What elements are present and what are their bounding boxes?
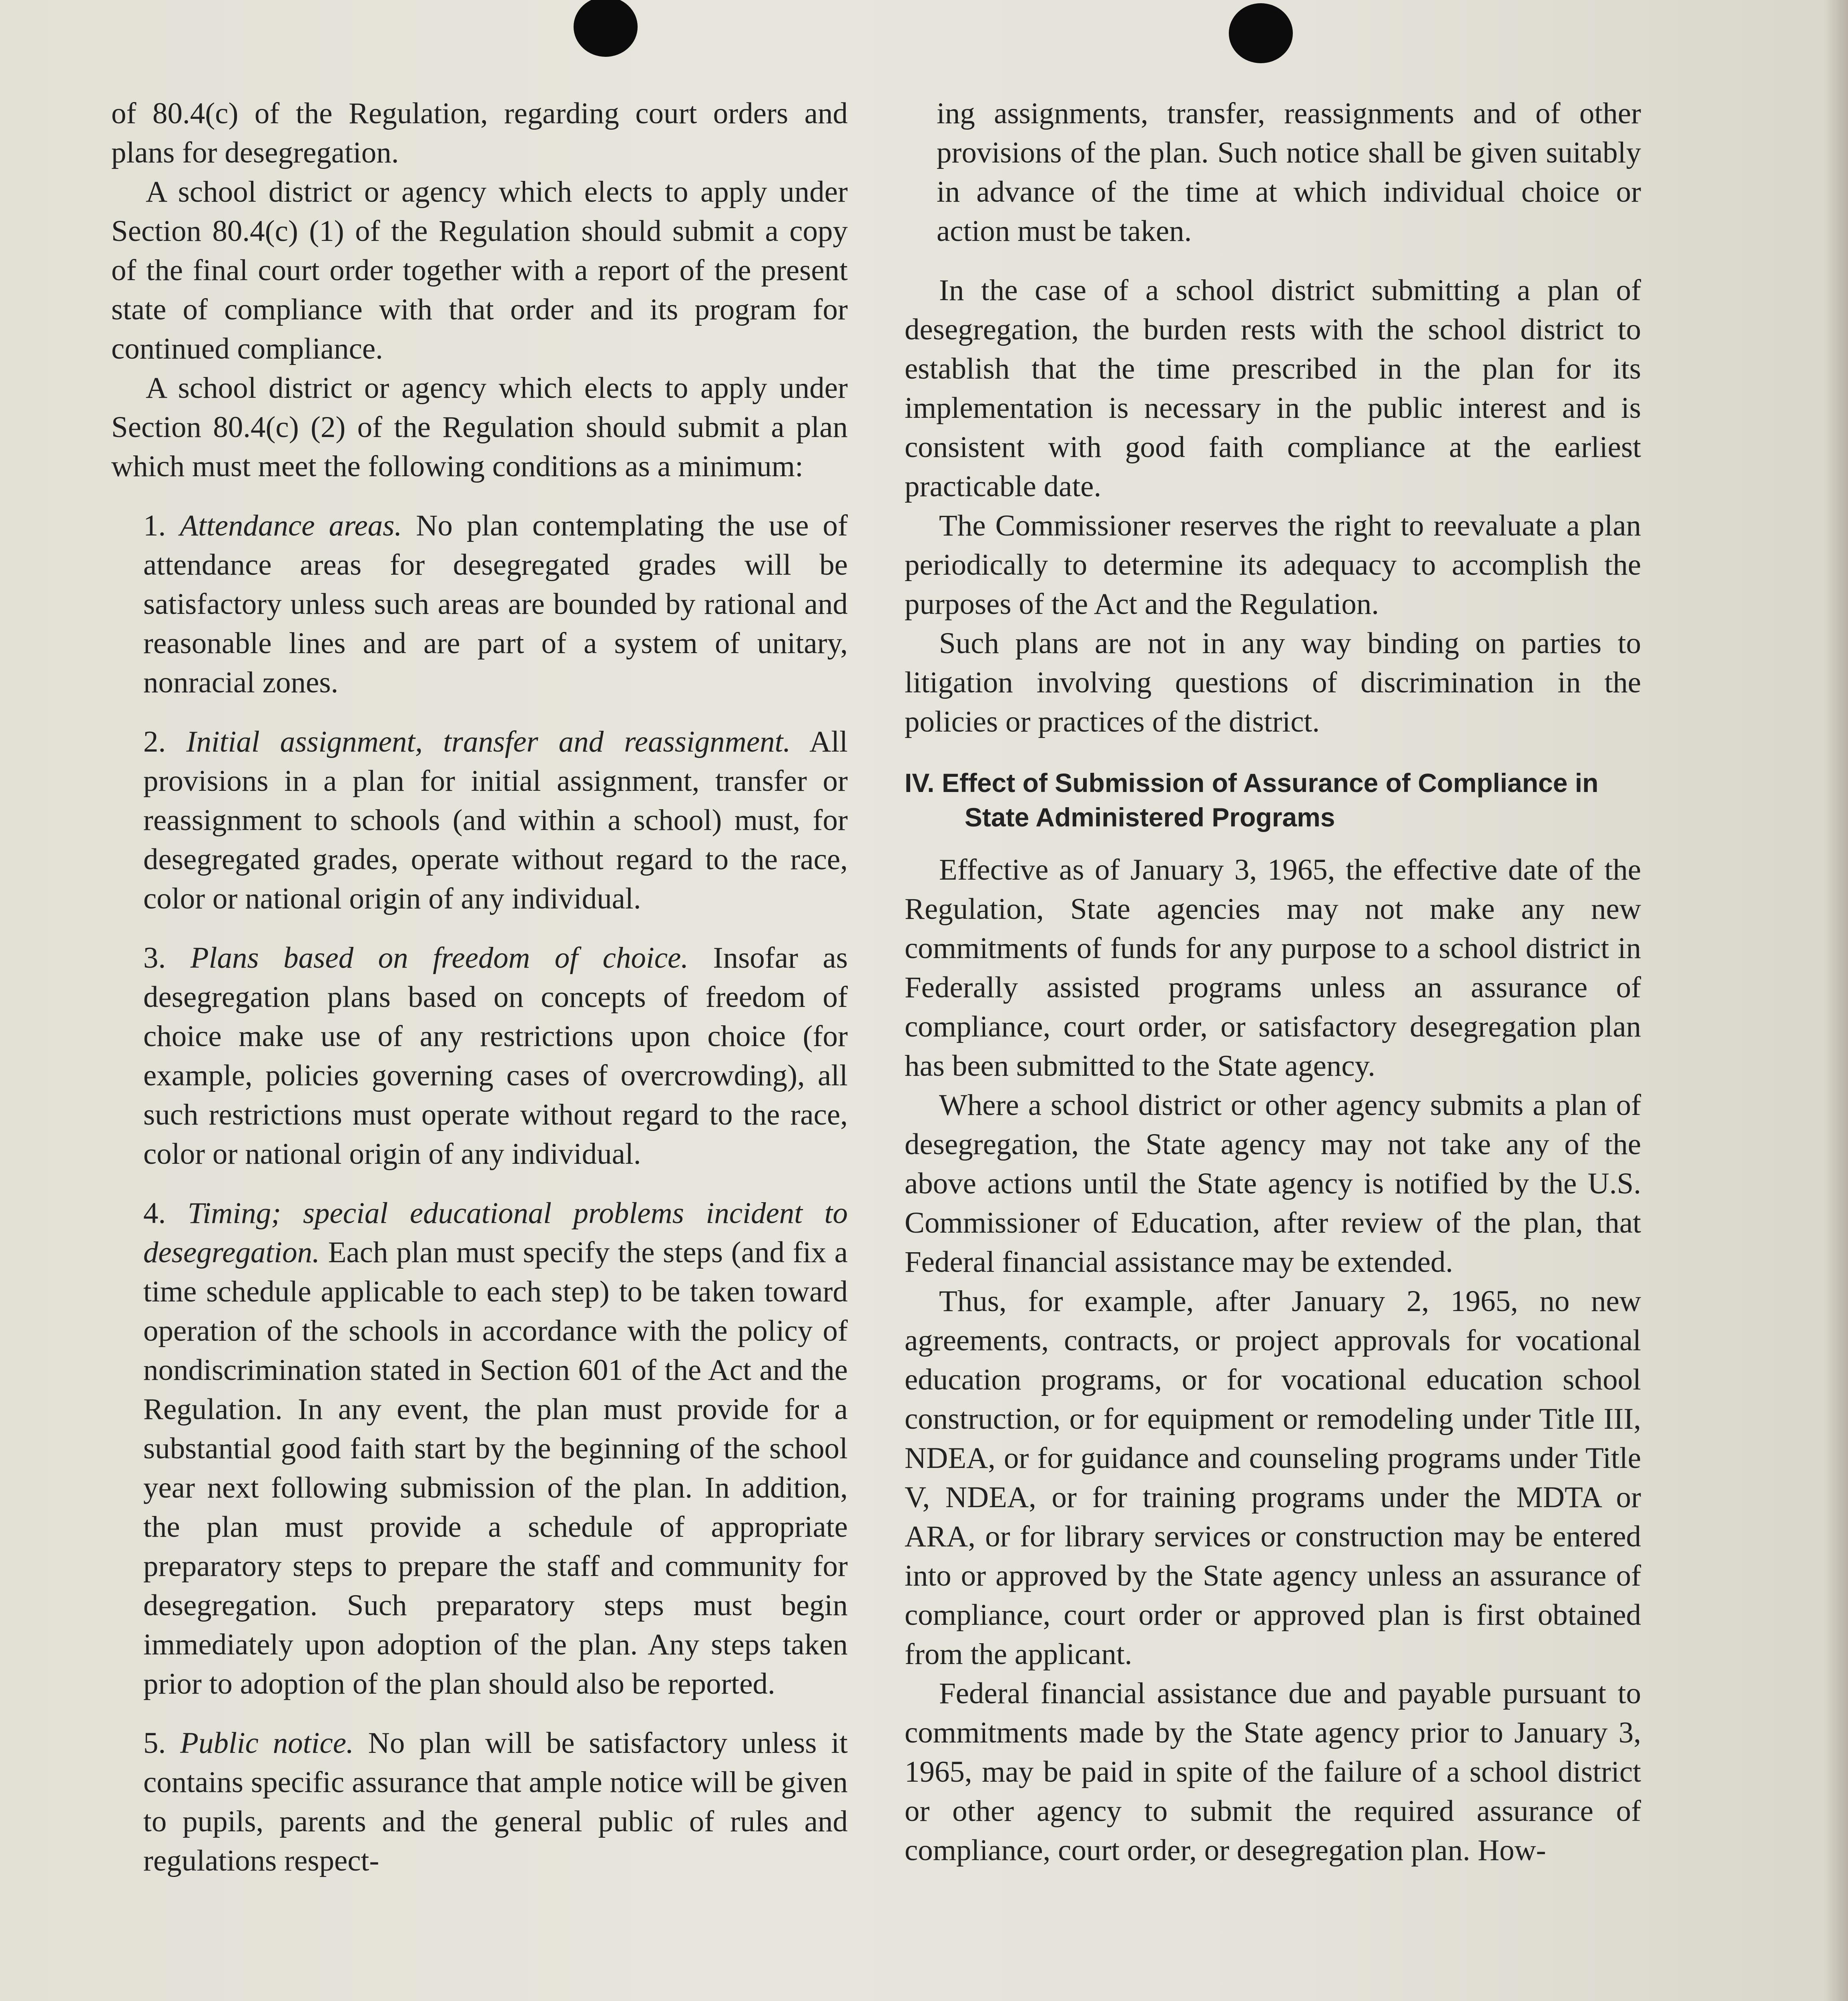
list-item-initial-assignment <box>143 722 848 918</box>
public-notice-continuation: ing assignments, transfer, reassignments and of other provisions of the plan. Such notice shall be given suitably in advance of the time at which individual choice or action must be taken. <box>937 97 1641 248</box>
paragraph-where: Where a school district or other agency submits a plan of desegregation, the State agency may not take any of the above actions until the State agency is notified by the U.S. Commissioner of Education, after review of the plan, that Federal financial assistance may be extended. <box>905 1089 1641 1279</box>
list-item-title: Timing; special educational problems incident to desegregation. <box>143 1197 848 1269</box>
paragraph-effective: Effective as of January 3, 1965, the effective date of the Regulation, State agencies may not make any new commitments of funds for any purpose to a school district in Federally assisted programs unless an assurance of compliance, court order, or satisfactory desegregation plan has been submitted to the State agency. <box>905 853 1641 1083</box>
list-item-title: Attendance areas. <box>180 509 402 542</box>
paragraph-option-1: A school district or agency which elects to apply under Section 80.4(c) (1) of the Regulation should submit a copy of the final court order together with a report of the present state of compliance with that order and its program for continued compliance. <box>111 175 848 365</box>
intro-continuation: of 80.4(c) of the Regulation, regarding court orders and plans for desegregation. <box>111 97 848 169</box>
list-item-number: 3. <box>143 941 166 974</box>
paragraph-reevaluate: The Commissioner reserves the right to reevaluate a plan periodically to determine its adequacy to accomplish the purposes of the Act and the Regulation. <box>905 509 1641 621</box>
list-item-freedom-of-choice <box>143 938 848 1174</box>
left-column <box>111 94 848 1881</box>
list-item-number: 2. <box>143 725 166 758</box>
list-item-title: Initial assignment, transfer and reassignment. <box>186 725 791 758</box>
list-item-number: 5. <box>143 1726 166 1760</box>
paragraph-burden: In the case of a school district submitting a plan of desegregation, the burden rests with the school district to establish that the time prescribed in the plan for its implementation is necessary in the public interest and is consistent with good faith compliance at the earliest practicable date. <box>905 274 1641 503</box>
paragraph-option-2: A school district or agency which elects to apply under Section 80.4(c) (2) of the Regulation should submit a plan which must meet the following conditions as a minimum: <box>111 371 848 483</box>
paragraph-thus: Thus, for example, after January 2, 1965, no new agreements, contracts, or project approvals for vocational education programs, or for vocational education school construction, or for equipment or remodeling under Title III, NDEA, or for guidance and counseling programs under Title V, NDEA, or for training programs under the MDTA or ARA, or for library services or construction may be entered into or approved by the State agency unless an assurance of compliance, court order or approved plan is first obtained from the applicant. <box>905 1285 1641 1671</box>
list-item-title: Public notice. <box>180 1726 354 1760</box>
right-column <box>905 94 1641 1870</box>
punch-hole-left <box>574 0 638 57</box>
paragraph-not-binding: Such plans are not in any way binding on parties to litigation involving questions of discrimination in the policies or practices of the district. <box>905 627 1641 738</box>
list-item-public-notice <box>143 1724 848 1881</box>
list-item-number: 4. <box>143 1197 166 1230</box>
page-edge-shadow <box>1824 0 1848 2001</box>
list-item-title: Plans based on freedom of choice. <box>190 941 689 974</box>
section-heading: IV. Effect of Submission of Assurance of Compliance in State Administered Programs <box>905 768 1599 832</box>
list-item-number: 1. <box>143 509 166 542</box>
list-item-text: No plan contemplating the use of attendance areas for desegregated grades will be satisfactory unless such areas are bounded by rational and reasonable lines and are part of a system of unitary, nonracial zones. <box>143 509 848 699</box>
list-item-text: All provisions in a plan for initial assignment, transfer or reassignment to schools (and within a school) must, for desegregated grades, operate without regard to the race, color or national origin of any individual. <box>143 725 848 915</box>
paragraph-federal: Federal financial assistance due and payable pursuant to commitments made by the State agency prior to January 3, 1965, may be paid in spite of the failure of a school district or other agency to submit the required assurance of compliance, court order, or desegregation plan. How- <box>905 1677 1641 1867</box>
list-item-text: Each plan must specify the steps (and fix a time schedule applicable to each step) to be taken toward operation of the schools in accordance with the policy of nondiscrimination stated in Section 601 of the Act and the Regulation. In any event, the plan must provide for a substantial good faith start by the beginning of the school year next following submission of the plan. In addition, the plan must provide a schedule of appropriate preparatory steps to prepare the staff and community for desegregation. Such preparatory steps must begin immediately upon adoption of the plan. Any steps taken prior to adoption of the plan should also be reported. <box>143 1236 848 1700</box>
list-item-text: No plan will be satisfactory unless it contains specific assurance that ample notice will be given to pupils, parents and the general public of rules and regulations respect- <box>143 1726 848 1877</box>
list-item-text: Insofar as desegregation plans based on concepts of freedom of choice make use of any restrictions upon choice (for example, policies governing cases of overcrowding), all such restrictions must operate without regard to the race, color or national origin of any individual. <box>143 941 848 1171</box>
punch-hole-right <box>1229 3 1293 63</box>
list-item-attendance-areas <box>143 506 848 702</box>
list-item-timing <box>143 1194 848 1704</box>
